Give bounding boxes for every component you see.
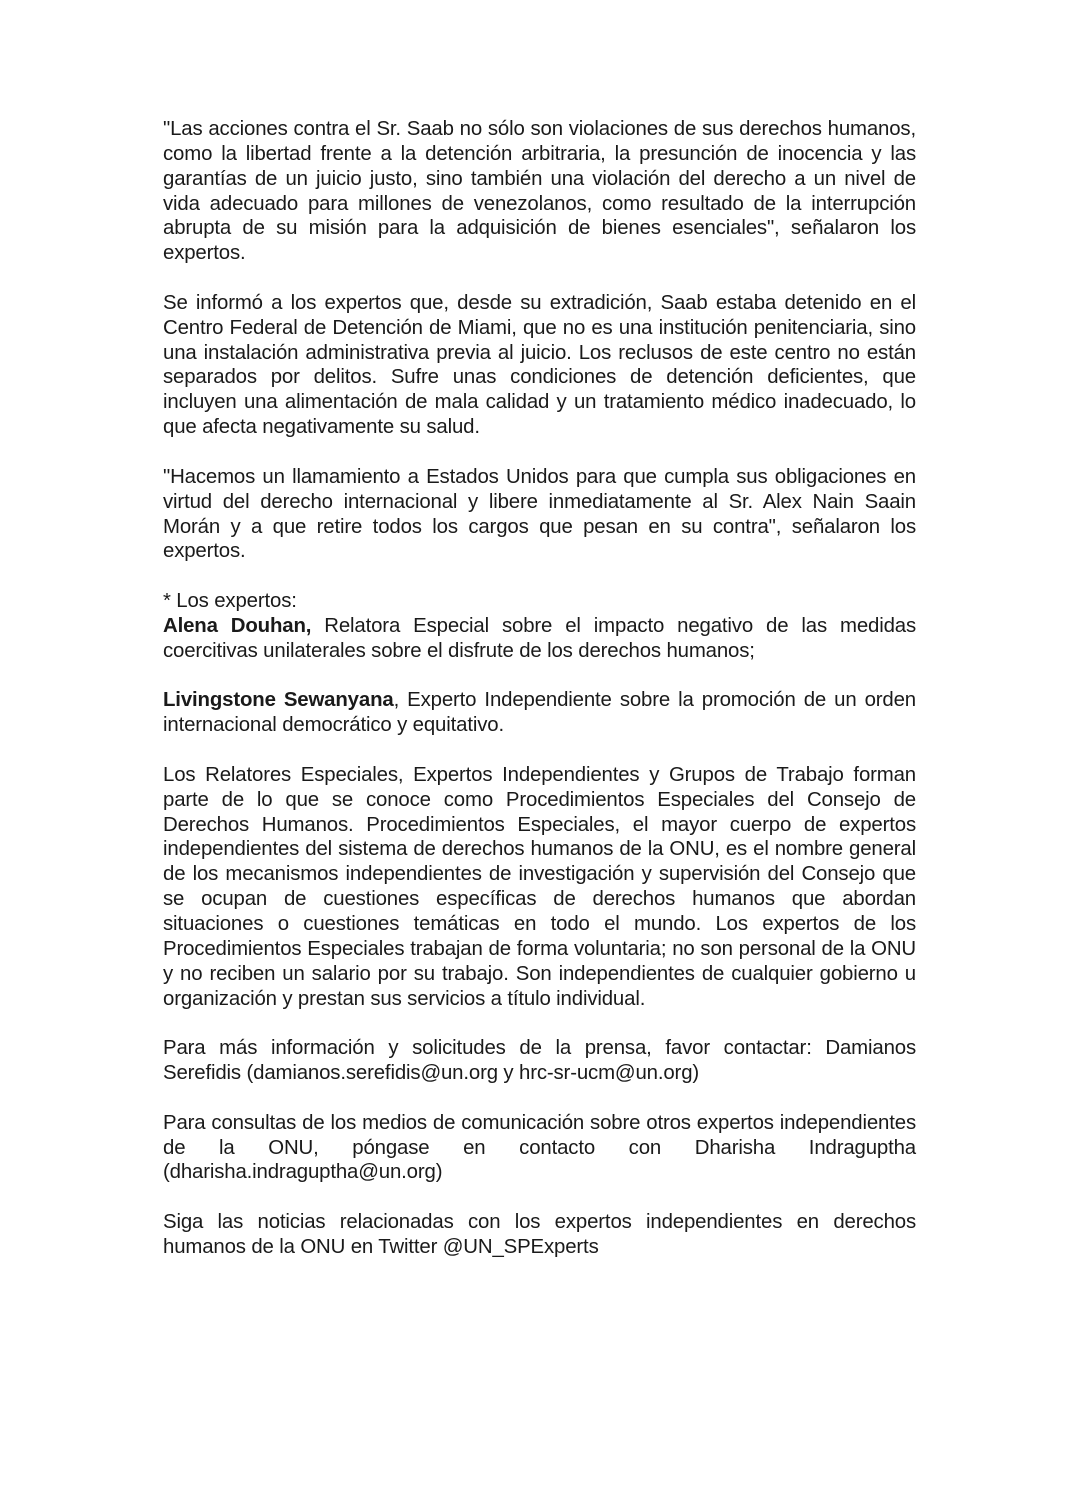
twitter-paragraph [163,1210,916,1260]
document-page [163,117,916,1285]
press-contact-paragraph [163,1036,916,1086]
press-contact-close: ) [692,1062,700,1085]
special-procedures-paragraph: Los Relatores Especiales, Expertos Independientes y Grupos de Trabajo forman parte de lo que se conoce como Procedimientos Especiales del Consejo de Derechos Humanos. Procedimientos Especiales, el mayor cuerpo de expertos independientes del sistema de derechos humanos de la ONU, es el nombre general de los mecanismos independientes de investigación y supervisión del Consejo que se ocupan de cuestiones específicas de derechos humanos que abordan situaciones o cuestiones temáticas en todo el mundo. Los expertos de los Procedimientos Especiales trabajan de forma voluntaria; no son personal de la ONU y no reciben un salario por su trabajo. Son independientes de cualquier gobierno u organización y prestan sus servicios a título individual. [163,763,916,1010]
quote-paragraph-2: "Hacemos un llamamiento a Estados Unidos para que cumpla sus obligaciones en virtud del derecho internacional y libere inmediatamente al Sr. Alex Nain Saain Morán y a que retire todos los cargos que pesan en su contra", señalaron los expertos. [163,465,916,563]
twitter-text: Siga las noticias relacionadas con los expertos independientes en derechos humanos de la ONU en Twitter [163,1211,916,1258]
email-link-hrc-sr-ucm[interactable]: hrc-sr-ucm@un.org [519,1062,693,1085]
experts-heading: * Los expertos: [163,590,297,613]
detention-conditions-paragraph: Se informó a los expertos que, desde su extradición, Saab estaba detenido en el Centro Federal de Detención de Miami, que no es una institución penitenciaria, sino una instalación administrativa previa al juicio. Los reclusos de este centro no están separados por delitos. Sufre unas condiciones de detención deficientes, que incluyen una alimentación de mala calidad y un tratamiento médico inadecuado, lo que afecta negativamente su salud. [163,291,916,439]
press-contact-joiner: y [497,1062,519,1085]
expert-name: Alena Douhan, [163,614,312,637]
quote-paragraph-1: "Las acciones contra el Sr. Saab no sólo son violaciones de sus derechos humanos, como la libertad frente a la detención arbitraria, la presunción de inocencia y las garantías de un juicio justo, sino también una violación del derecho a un nivel de vida adecuado para millones de venezolanos, como resultado de la interrupción abrupta de su misión para la adquisición de bienes esenciales", señalaron los expertos. [163,118,916,265]
twitter-handle-link[interactable]: @UN_SPExperts [442,1235,599,1258]
media-contact-paragraph [163,1111,916,1186]
expert-name: Livingstone Sewanyana [163,689,394,712]
media-contact-close: ) [435,1161,443,1184]
expert-entry-2 [163,688,916,738]
press-contact-text: Para más información y solicitudes de la prensa, favor contactar: Damianos Serefidis ( [163,1037,916,1085]
expert-description: , Experto Independiente sobre la promoción de un orden internacional democrático y equitativo. [163,689,916,737]
email-link-dharisha[interactable]: dharisha.indraguptha@un.org [169,1161,436,1184]
email-link-damianos[interactable]: damianos.serefidis@un.org [253,1062,498,1085]
expert-description: Relatora Especial sobre el impacto negativo de las medidas coercitivas unilaterales sobre el disfrute de los derechos humanos; [163,614,917,662]
expert-entry-1 [163,614,916,664]
media-contact-text: Para consultas de los medios de comunicación sobre otros expertos independientes de la ONU, póngase en contacto con Dharisha Indraguptha ( [163,1111,916,1184]
